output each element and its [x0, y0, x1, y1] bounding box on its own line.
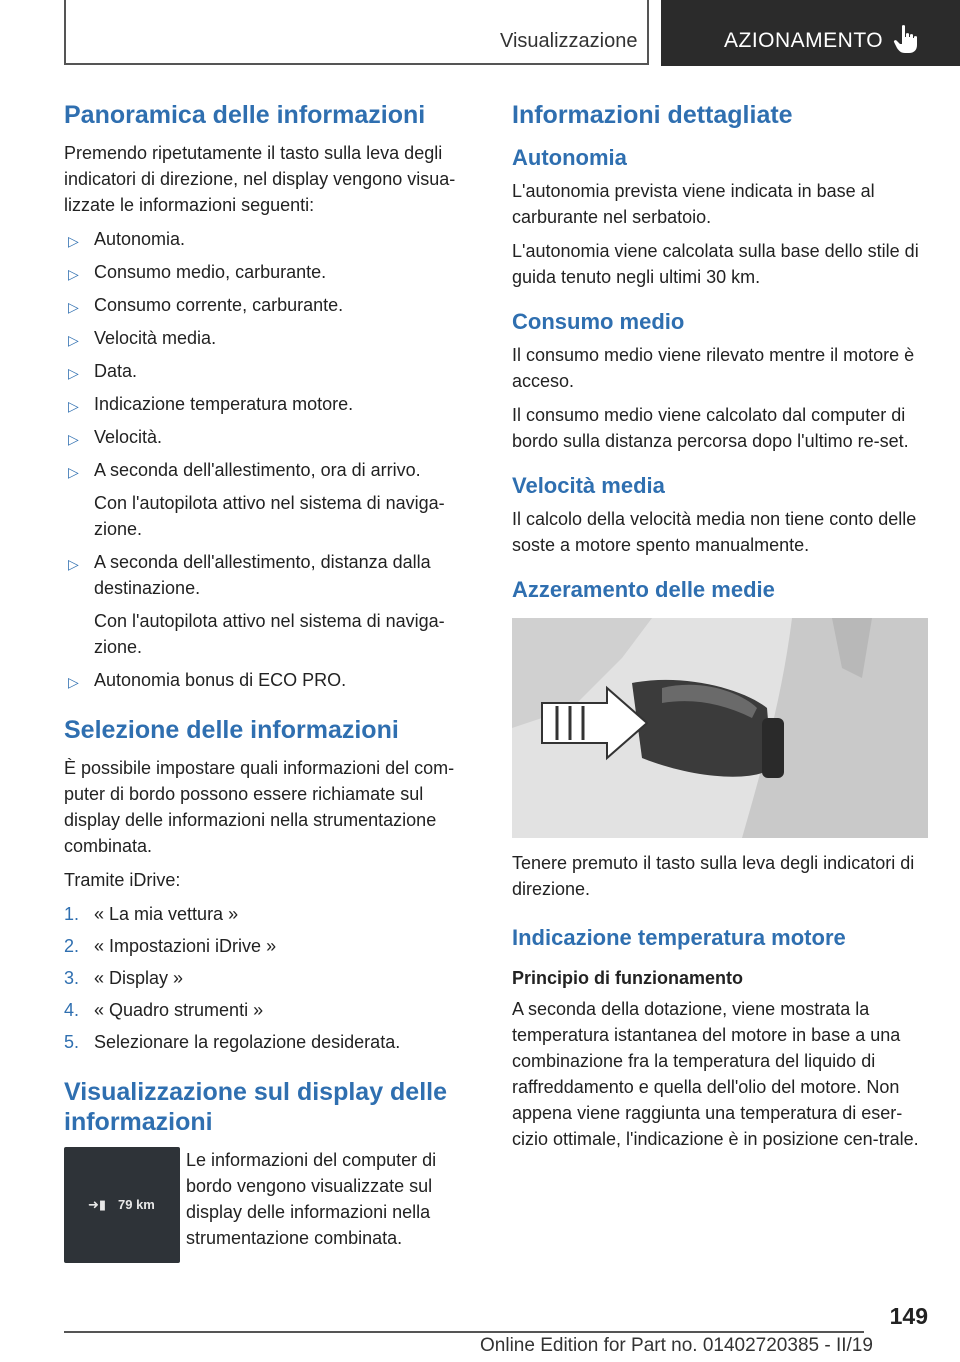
left-column	[64, 100, 478, 1265]
overview-item-text: Velocità.	[94, 427, 163, 447]
engine-temp-subheading: Principio di funzionamento	[512, 968, 743, 988]
step-text: Selezionare la regolazione desiderata.	[94, 1032, 401, 1052]
overview-item-text: Velocità media.	[94, 328, 217, 348]
overview-item-text: Autonomia.	[94, 229, 186, 249]
step-number: 2.	[64, 936, 80, 956]
selection-step	[64, 901, 478, 927]
fuel-range-icon: ➜▮	[88, 1197, 107, 1212]
selection-via: Tramite iDrive:	[64, 870, 181, 890]
overview-item-text: Consumo medio, carburante.	[94, 262, 327, 282]
overview-list-item	[64, 259, 478, 285]
bullet-triangle-icon: ▷	[68, 299, 79, 315]
overview-item-text: Indicazione temperatura motore.	[94, 394, 354, 414]
overview-item-text: A seconda dell'allestimento, distanza dalla destinazione.	[94, 552, 431, 598]
range-p2: L'autonomia viene calcolata sulla base dello stile di guida tenuto negli ultimi 30 km.	[512, 241, 919, 287]
selection-step	[64, 997, 478, 1023]
footer-rule	[64, 1331, 864, 1333]
range-p1: L'autonomia prevista viene indicata in base al carburante nel serbatoio.	[512, 181, 875, 227]
header-right-rule	[647, 0, 649, 65]
step-text: « Display »	[94, 968, 184, 988]
overview-item-note: Con l'autopilota attivo nel sistema di naviga-zione.	[94, 611, 445, 657]
bullet-triangle-icon: ▷	[68, 431, 79, 447]
bullet-triangle-icon: ▷	[68, 266, 79, 282]
engine-temp-p1: A seconda della dotazione, viene mostrata la temperatura istantanea del motore in base a una combinazione fra la temperatura del liquido di raffreddamento e quella dell'olio del motore. Non appena viene raggiunta una temperatura di eser-cizio ottimale, l'indicazione è in posizione cen-trale.	[512, 999, 919, 1149]
selection-step	[64, 965, 478, 991]
overview-list-item	[64, 358, 478, 384]
display-heading: Visualizzazione sul display delle informazioni	[64, 1078, 448, 1136]
selection-heading: Selezione delle informazioni	[64, 716, 399, 744]
hand-pointer-icon	[893, 24, 919, 54]
step-number: 5.	[64, 1032, 80, 1052]
bullet-triangle-icon: ▷	[68, 674, 79, 690]
overview-item-text: A seconda dell'allestimento, ora di arrivo.	[94, 460, 421, 480]
display-text: Le informazioni del computer di bordo vengono visualizzate sul display delle informazioni nella strumentazione combinata.	[186, 1150, 437, 1248]
right-column	[512, 100, 928, 1160]
overview-list-item	[64, 549, 478, 660]
avg-consumption-p2: Il consumo medio viene calcolato dal computer di bordo sulla distanza percorsa dopo l'ultimo re-set.	[512, 405, 909, 451]
step-text: « Impostazioni iDrive »	[94, 936, 277, 956]
overview-list	[64, 226, 478, 693]
overview-item-text: Consumo corrente, carburante.	[94, 295, 344, 315]
overview-list-item	[64, 667, 478, 693]
bullet-triangle-icon: ▷	[68, 233, 79, 249]
header-left-rule	[64, 0, 66, 65]
step-number: 1.	[64, 904, 80, 924]
selection-step	[64, 1029, 478, 1055]
footer-edition: Online Edition for Part no. 01402720385 - II/19	[480, 1335, 873, 1356]
chapter-tab[interactable]	[661, 0, 960, 66]
overview-intro: Premendo ripetutamente il tasto sulla leva degli indicatori di direzione, nel display vengono visua-lizzate le informazioni seguenti:	[64, 143, 456, 215]
avg-consumption-heading: Consumo medio	[512, 309, 685, 334]
display-figure	[64, 1147, 478, 1265]
step-text: « La mia vettura »	[94, 904, 239, 924]
bullet-triangle-icon: ▷	[68, 332, 79, 348]
bullet-triangle-icon: ▷	[68, 365, 79, 381]
reset-heading: Azzeramento delle medie	[512, 577, 775, 602]
overview-item-text: Autonomia bonus di ECO PRO.	[94, 670, 347, 690]
chapter-title: AZIONAMENTO	[724, 29, 884, 52]
engine-temp-heading: Indicazione temperatura motore	[512, 925, 846, 950]
selection-steps	[64, 901, 478, 1055]
page-number: 149	[889, 1303, 928, 1329]
cluster-display-image	[64, 1147, 180, 1263]
bullet-triangle-icon: ▷	[68, 464, 79, 480]
overview-item-note: Con l'autopilota attivo nel sistema di naviga-zione.	[94, 493, 445, 539]
overview-heading: Panoramica delle informazioni	[64, 101, 426, 129]
selection-step	[64, 933, 478, 959]
section-title: Visualizzazione	[500, 30, 638, 52]
bullet-triangle-icon: ▷	[68, 398, 79, 414]
overview-item-text: Data.	[94, 361, 138, 381]
range-heading: Autonomia	[512, 145, 627, 170]
overview-list-item	[64, 325, 478, 351]
bullet-triangle-icon: ▷	[68, 556, 79, 572]
reset-caption: Tenere premuto il tasto sulla leva degli indicatori di direzione.	[512, 853, 915, 899]
avg-speed-p1: Il calcolo della velocità media non tiene conto delle soste a motore spento manualmente.	[512, 509, 917, 555]
overview-list-item	[64, 424, 478, 450]
avg-consumption-p1: Il consumo medio viene rilevato mentre il motore è acceso.	[512, 345, 915, 391]
header-bottom-rule	[64, 63, 649, 65]
overview-list-item	[64, 292, 478, 318]
overview-list-item	[64, 457, 478, 542]
selection-intro: È possibile impostare quali informazioni del com-puter di bordo possono essere richiamate sul display delle informazioni nella strumentazione combinata.	[64, 758, 455, 856]
avg-speed-heading: Velocità media	[512, 473, 665, 498]
turn-signal-lever-photo	[512, 618, 928, 838]
range-value: 79 km	[118, 1197, 155, 1212]
step-number: 3.	[64, 968, 80, 988]
overview-list-item	[64, 391, 478, 417]
details-heading: Informazioni dettagliate	[512, 101, 793, 129]
overview-list-item	[64, 226, 478, 252]
step-number: 4.	[64, 1000, 80, 1020]
step-text: « Quadro strumenti »	[94, 1000, 264, 1020]
lever-illustration	[512, 618, 928, 838]
